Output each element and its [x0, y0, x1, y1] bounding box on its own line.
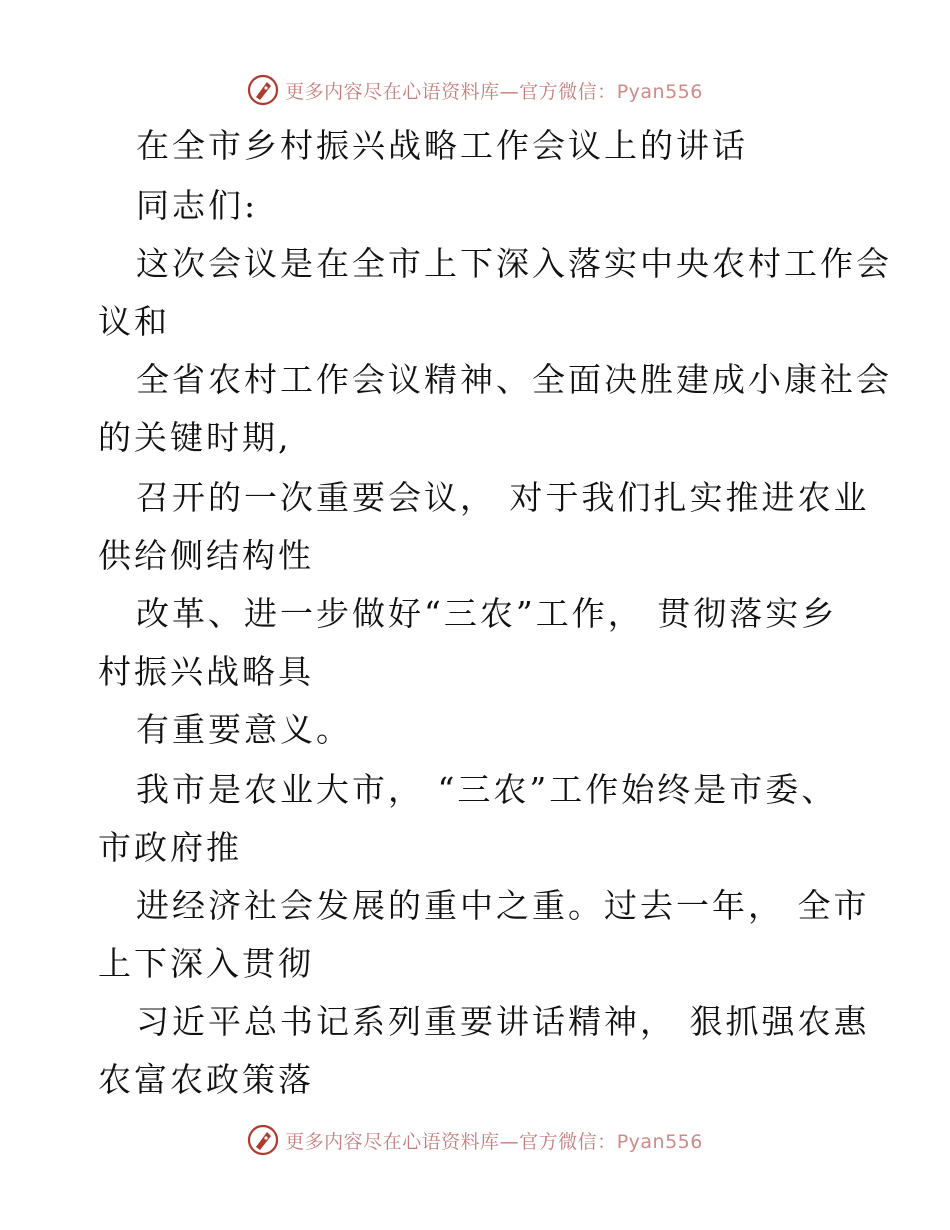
banner-wechat-id: Pyan556	[616, 1130, 703, 1153]
banner-main: 更多内容尽在心语资料库	[285, 1130, 500, 1153]
paragraph-line: 召开的一次重要会议， 对于我们扎实推进农业	[136, 478, 870, 517]
paragraph-line: 全省农村工作会议精神、全面决胜建成小康社会	[136, 360, 892, 399]
paragraph-line: 市政府推	[98, 828, 242, 867]
paragraph-line: 的关键时期,	[98, 418, 292, 457]
banner-wechat-label: 官方微信：	[519, 80, 617, 103]
paragraph-line: 进经济社会发展的重中之重。过去一年， 全市	[136, 886, 870, 925]
paragraph-line: 供给侧结构性	[98, 536, 314, 575]
salutation: 同志们:	[136, 186, 259, 225]
paragraph-line: 改革、进一步做好“三农”工作， 贯彻落实乡	[136, 594, 838, 633]
banner-text	[285, 77, 703, 104]
banner-dash: —	[499, 1130, 520, 1153]
banner-dash: —	[499, 80, 520, 103]
paragraph-line: 有重要意义。	[136, 710, 352, 749]
banner-wechat-label: 官方微信：	[519, 1130, 617, 1153]
paragraph-line: 村振兴战略具	[98, 652, 314, 691]
paragraph-line: 农富农政策落	[98, 1060, 314, 1099]
footer-banner	[0, 1120, 950, 1160]
pen-nib-icon	[247, 74, 279, 106]
pen-nib-icon	[247, 1124, 279, 1156]
banner-main: 更多内容尽在心语资料库	[285, 80, 500, 103]
paragraph-line: 习近平总书记系列重要讲话精神， 狠抓强农惠	[136, 1002, 870, 1041]
paragraph-line: 这次会议是在全市上下深入落实中央农村工作会	[136, 244, 892, 283]
paragraph-line: 上下深入贯彻	[98, 944, 314, 983]
document-title: 在全市乡村振兴战略工作会议上的讲话	[136, 126, 748, 165]
header-banner	[0, 70, 950, 110]
paragraph-line: 我市是农业大市， “三农”工作始终是市委、	[136, 770, 838, 809]
paragraph-line: 议和	[98, 302, 170, 341]
banner-wechat-id: Pyan556	[616, 80, 703, 103]
banner-text	[285, 1127, 703, 1154]
